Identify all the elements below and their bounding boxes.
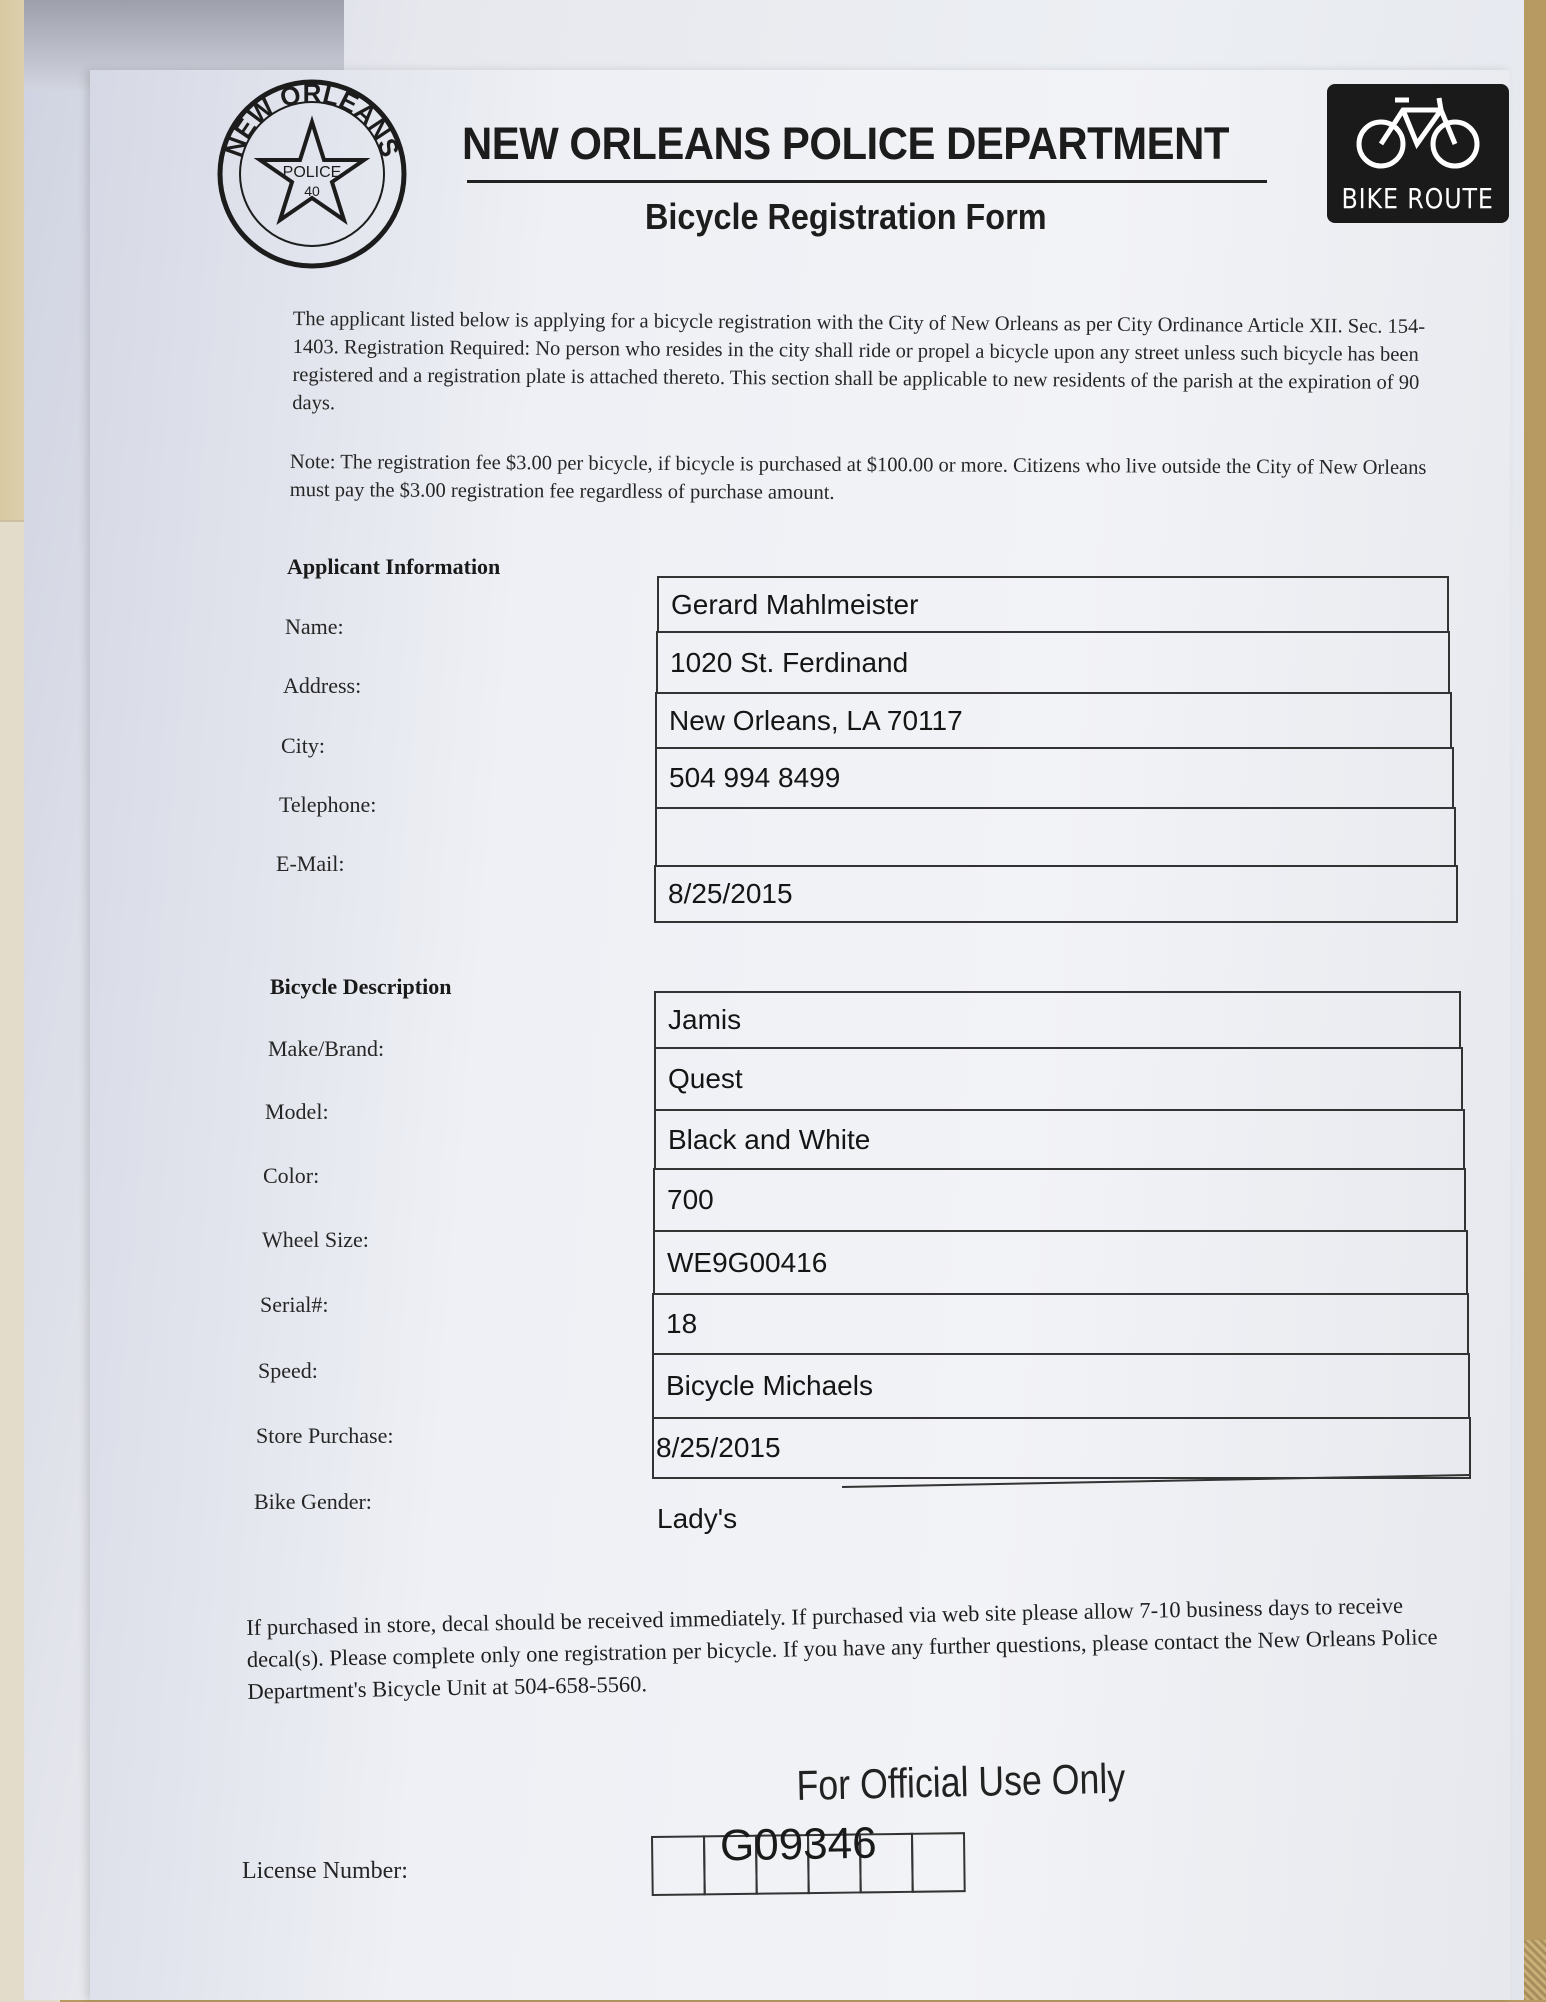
applicant-section-heading: Applicant Information [287,554,501,579]
telephone-label: Telephone: [279,792,377,817]
seal-number: 40 [304,183,320,199]
wheel-size-field[interactable]: 700 [653,1168,1466,1232]
bike-gender-value[interactable]: Lady's [657,1503,738,1534]
seal-center-text: POLICE [282,164,342,181]
color-field[interactable]: Black and White [654,1109,1465,1170]
ordinance-paragraph: The applicant listed below is applying for a bicycle registration with the City of New Orleans as per City Ordinance Article XII. Sec. 154-1403. Registration Required: No person who resides in the city shall ride or propel a bicycle upon any street unless such bicycle has been registered and a registration plate is attached thereto. This section shall be applicable to new residents of the parish at the expiration of 90 days. [292,307,1426,415]
email-field[interactable] [655,807,1456,867]
serial-field[interactable]: WE9G00416 [653,1230,1468,1295]
speed-label: Speed: [258,1358,318,1383]
nopd-seal-logo [212,74,412,274]
color-label: Color: [263,1163,320,1188]
serial-label: Serial#: [260,1292,329,1317]
bike-gender-label: Bike Gender: [254,1489,372,1514]
department-title: NEW ORLEANS POLICE DEPARTMENT [462,118,1229,169]
form-title: Bicycle Registration Form [645,196,1047,237]
city-label: City: [281,733,326,758]
email-label: E-Mail: [276,851,345,876]
wheel-size-label: Wheel Size: [262,1227,369,1252]
bike-route-text: BIKE ROUTE [1341,182,1495,215]
license-number-value[interactable]: G09346 [719,1818,877,1871]
city-field[interactable]: New Orleans, LA 70117 [655,692,1452,749]
telephone-field[interactable]: 504 994 8499 [655,747,1454,809]
purchase-date-field[interactable]: 8/25/2015 [652,1417,1471,1479]
license-number-label: License Number: [242,1858,408,1884]
name-label: Name: [285,614,344,639]
address-field[interactable]: 1020 St. Ferdinand [656,631,1450,694]
address-label: Address: [283,673,362,698]
title-divider [467,180,1267,183]
model-label: Model: [265,1099,329,1124]
bicycle-icon [1355,92,1481,172]
license-cell [651,1835,706,1896]
applicant-date-field[interactable]: 8/25/2015 [654,865,1458,923]
make-label: Make/Brand: [268,1036,385,1061]
fee-note-paragraph: Note: The registration fee $3.00 per bicycle, if bicycle is purchased at $100.00 or more. Citizens who live outside the City of New Orleans must pay the $3.00 registration fee regardless of purchase amount. [289,450,1427,504]
bike-route-sign [1327,84,1509,223]
store-purchase-field[interactable]: Bicycle Michaels [652,1353,1470,1419]
model-field[interactable]: Quest [654,1047,1463,1111]
make-field[interactable]: Jamis [654,991,1461,1049]
decal-note-paragraph: If purchased in store, decal should be received immediately. If purchased via web site please allow 7-10 business days to receive decal(s). Please complete only one registration per bicycle. If you have any further questions, please contact the New Orleans Police Department's Bicycle Unit at 504-658-5560. [246,1592,1438,1704]
store-purchase-label: Store Purchase: [256,1423,394,1448]
official-use-heading: For Official Use Only [796,1754,1126,1809]
name-field[interactable]: Gerard Mahlmeister [657,576,1449,633]
license-cell [911,1832,966,1893]
seal-top-text: NEW ORLEANS [218,78,406,161]
speed-field[interactable]: 18 [652,1293,1469,1355]
bicycle-section-heading: Bicycle Description [270,974,452,999]
